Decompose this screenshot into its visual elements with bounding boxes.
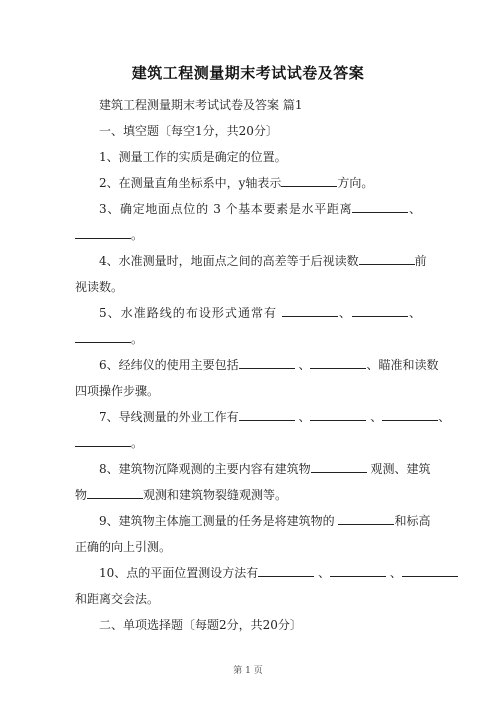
answer-blank — [75, 227, 131, 239]
question-3: 3、确定地面点位的 3 个基本要素是水平距离 、 — [99, 202, 421, 216]
subtitle: 建筑工程测量期末考试试卷及答案 篇1 — [99, 98, 303, 112]
answer-blank — [282, 305, 338, 317]
question-7-cont: 。 — [75, 430, 421, 456]
question-4: 4、水准测量时，地面点之间的高差等于后视读数 前 — [99, 254, 427, 268]
answer-blank — [258, 565, 314, 577]
answer-blank — [338, 513, 394, 525]
question-4-cont: 视读数。 — [75, 280, 124, 294]
answer-blank — [239, 357, 295, 369]
answer-blank — [359, 253, 415, 265]
answer-blank — [311, 461, 367, 473]
answer-blank — [382, 409, 438, 421]
answer-blank — [75, 435, 131, 447]
answer-blank — [75, 331, 131, 343]
question-6: 6、经纬仪的使用主要包括 、 、瞄准和读数 — [99, 358, 439, 372]
question-8-cont: 物 观测和建筑物裂缝观测等。 — [75, 488, 288, 502]
page-number: 第 1 页 — [233, 666, 263, 676]
section-heading-fill-in: 一、填空题〔每空1分，共20分〕 — [99, 124, 278, 138]
question-6-cont: 四项操作步骤。 — [75, 384, 160, 398]
page-title: 建筑工程测量期末考试试卷及答案 — [131, 64, 365, 82]
question-3-cont: 。 — [75, 222, 421, 248]
question-1: 1、测量工作的实质是确定的位置。 — [99, 150, 287, 164]
question-10-cont: 和距离交会法。 — [75, 592, 160, 606]
answer-blank — [310, 357, 366, 369]
question-10: 10、点的平面位置测设方法有 、 、 — [75, 560, 421, 586]
answer-blank — [352, 201, 408, 213]
answer-blank — [330, 565, 386, 577]
question-8: 8、建筑物沉降观测的主要内容有建筑物 观测、建筑 — [99, 462, 431, 476]
question-9: 9、建筑物主体施工测量的任务是将建筑物的 和标高 — [99, 514, 431, 528]
section-heading-single-choice: 二、单项选择题〔每题2分，共20分〕 — [99, 618, 302, 632]
answer-blank — [87, 487, 143, 499]
question-5: 5、水准路线的布设形式通常有 、 、 — [99, 306, 421, 320]
question-2: 2、在测量直角坐标系中，y轴表示 方向。 — [99, 176, 374, 190]
answer-blank — [239, 409, 295, 421]
answer-blank — [402, 565, 458, 577]
answer-blank — [310, 409, 366, 421]
answer-blank — [281, 175, 337, 187]
question-9-cont: 正确的向上引测。 — [75, 540, 172, 554]
document-body — [75, 92, 451, 638]
question-7: 7、导线测量的外业工作有 、 、 、 — [99, 410, 451, 424]
answer-blank — [352, 305, 408, 317]
question-5-cont: 。 — [75, 326, 421, 352]
